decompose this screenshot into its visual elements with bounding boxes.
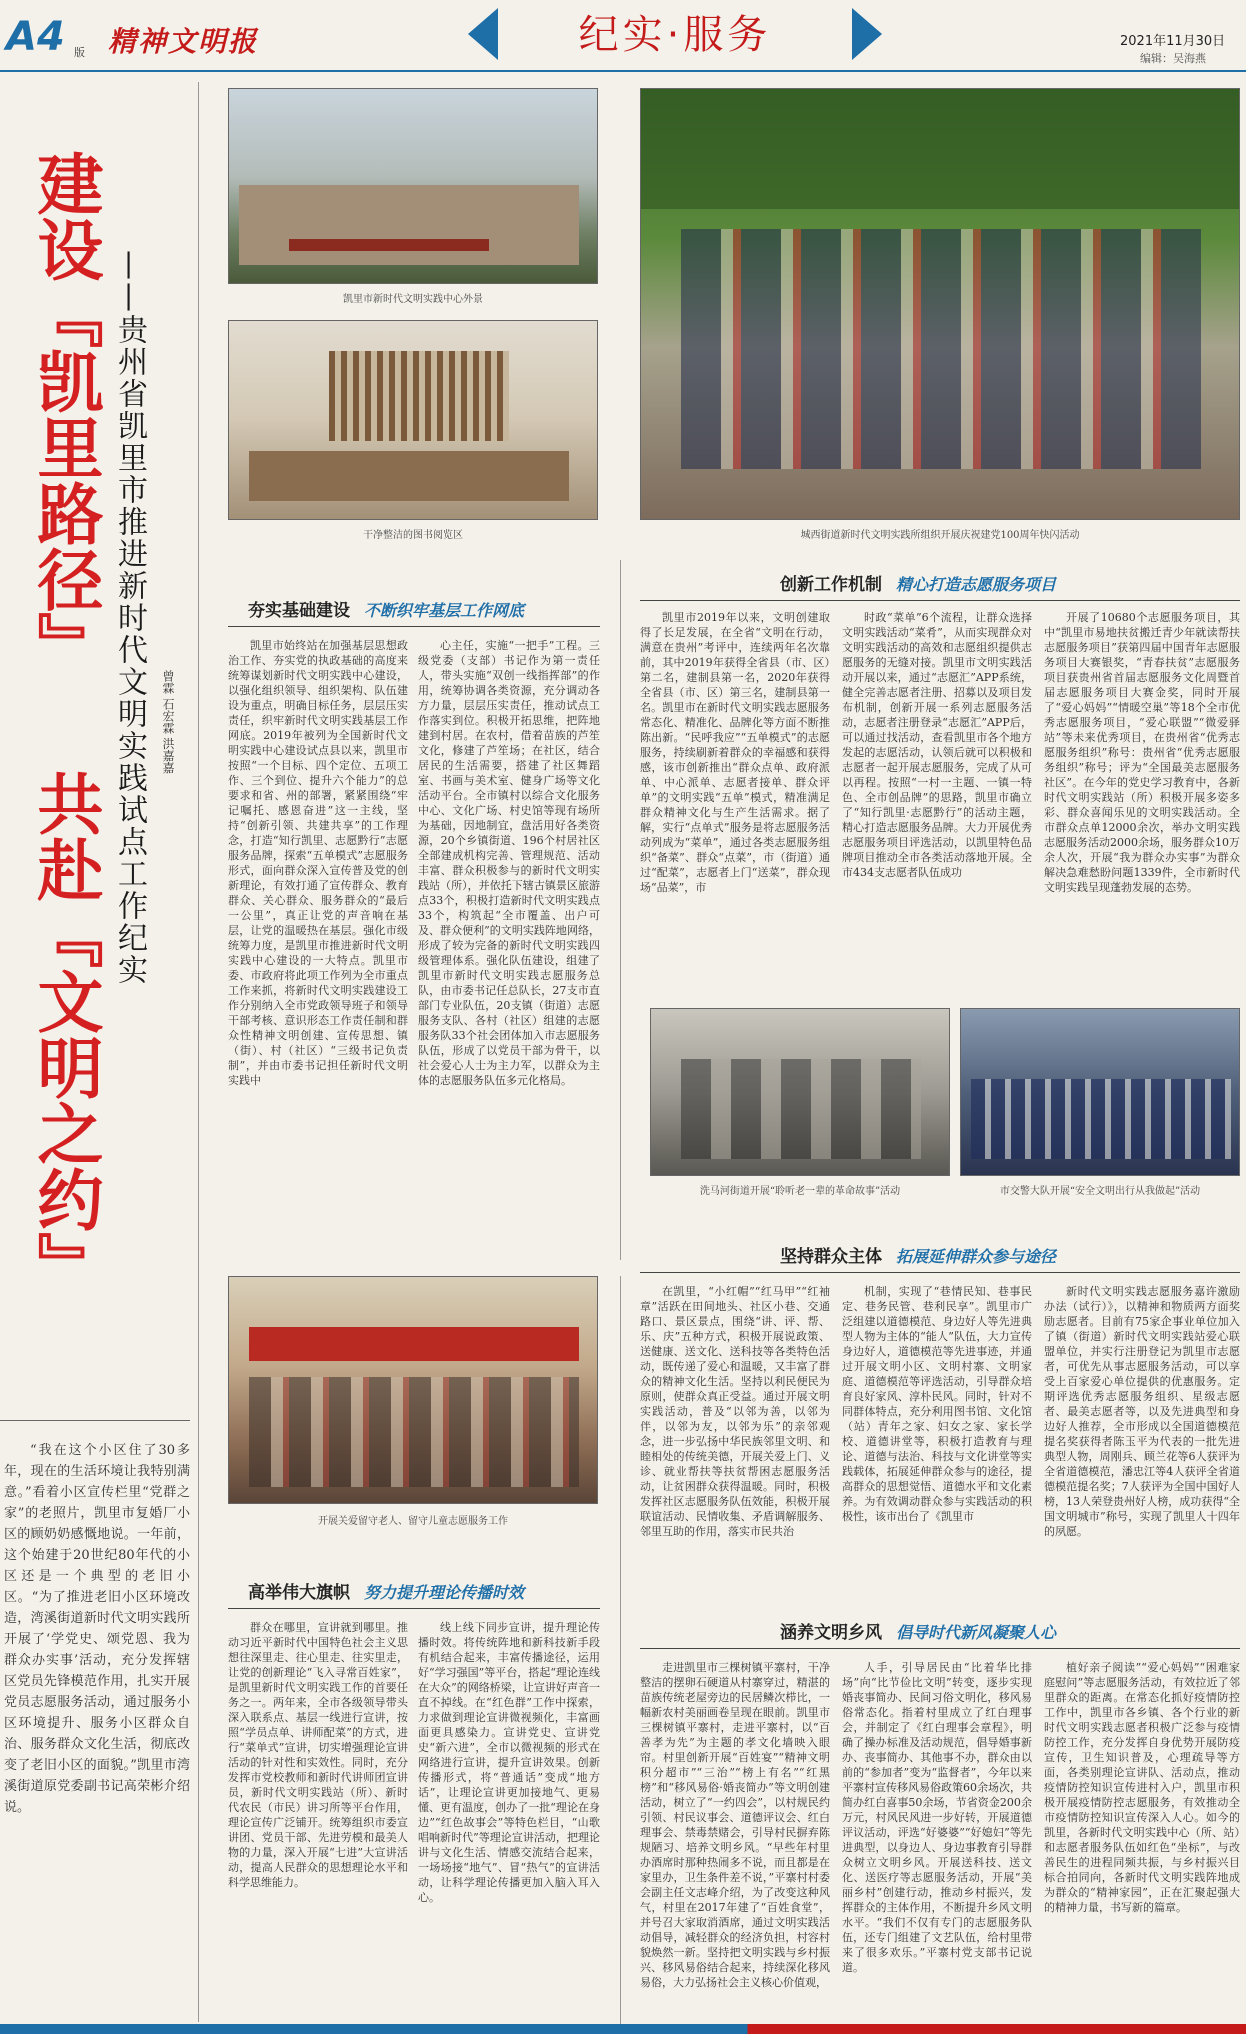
section-5-heading — [780, 1618, 1056, 1643]
section-5-col-2: 人手，引导居民由“比着华比排场”向“比节俭比文明”转变，逐步实现婚丧事简办、民间习俗文明化，移风易俗常态化。指着村里成立了红白理事会，并制定了《红白理事会章程》，明确了操办标准及活动规范，倡导婚事新办、丧事简办、其他事不办，群众由以前的“参加者”变为“监督者”，今年以来平寨村宣传移风易俗政策60余场次，共简办红白喜事50余场，节省资金200余万元，村风民风进一步好转，开展道德评议活动，评选“好婆婆”“好媳妇”等先进典型，以身边人、身边事教育引导群众树立文明乡风。开展送科技、送文化、送医疗等志愿服务活动，开展“美丽乡村”创建行动，推动乡村振兴，发挥群众的主体作用，不断提升乡风文明水平。“我们不仅有专门的志愿服务队伍，还专门组建了文艺队伍，给村里带来了很多欢乐。”平寨村党支部书记说道。 — [842, 1661, 1032, 1974]
section-2-rule — [640, 600, 1240, 601]
section-banner — [460, 0, 890, 70]
section-3-rule — [640, 1272, 1240, 1273]
banner-left-arrow-icon — [468, 8, 498, 60]
section-4-tagline: 努力提升理论传播时效 — [364, 1583, 525, 1602]
left-column-divider — [198, 82, 199, 2022]
section-2-heading — [780, 570, 1056, 595]
section-2-col-2: 时政“菜单”6个流程，让群众选择文明实践活动“菜肴”，从而实现群众对文明实践活动的高效和志愿组织提供志愿服务的无缝对接。凯里市文明实践活动开展以来，通过“志愿汇”APP系统，健全完善志愿者注册、招募以及项目发布机制，创新开展一系列志愿服务活动，志愿者注册登录“志愿汇”APP后，可以通过找活动，查看凯里市各个地方发起的志愿活动，认领后就可以积极和志愿者一起开展志愿服务，完成了从可以再程。按照“一村一主题、一镇一特色、全市创品牌”的思路，凯里市确立了“知行凯里·志愿黔行”的活动主题，精心打造志愿服务品牌。大力开展优秀志愿服务项目评选活动，以凯里特色品牌项目推动全市各类活动落地开展。全市434支志愿者队伍成功 — [842, 611, 1032, 879]
section-title: 纪实·服务 — [578, 12, 772, 58]
photo-flashmob — [640, 88, 1240, 520]
section-1-rule — [228, 626, 600, 627]
photo-left-behind-care — [228, 1276, 598, 1504]
side-story: “我在这个小区住了30多年，现在的生活环境让我特别满意。”看着小区宣传栏里“党群之家”的老照片，凯里市复婚厂小区的顾奶奶感慨地说。一年前，这个始建于20世纪80年代的小区还是一个典型的老旧小区。“为了推进老旧小区环境改造，湾溪街道新时代文明实践所开展了‘学党史、颂党恩、我为群众办实事’活动，充分发挥辖区党员先锋模范作用，扎实开展党员志愿服务活动，通过服务小区环境提升、服务小区群众自治、服务群众文化生活，彻底改变了老旧小区的面貌。”凯里市湾溪街道原党委副书记高荣彬介绍说。 — [4, 1443, 190, 1815]
section-1-tagline: 不断织牢基层工作网底 — [364, 601, 525, 620]
section-2-col-1: 凯里市2019年以来，文明创建取得了长足发展，在全省“文明在行动，满意在贵州”考评中，连续两年名次靠前，其中2019年获得全省县（市、区）第二名，建制县第一名，2020年获得全省县（市、区）第三名，建制县第一名。凯里市在新时代文明实践志愿服务常态化、精准化、品牌化等方面不断推陈出新。“民呼我应”“五单模式”的志愿服务，持续刷新着群众的幸福感和获得感，该市创新推出“群众点单、政府派单、中心派单、志愿者接单、群众评单”的文明实践“五单”模式，精准满足群众精神文化与生产生活需求。据了解，实行“点单式”服务是将志愿服务活动列成为“菜单”，通过各类志愿服务组织“备菜”、群众“点菜”，市（街道）通过“配菜”，志愿者上门“送菜”，群众现场“品菜”，市 — [640, 611, 830, 894]
paper-masthead: 精神文明报 — [108, 25, 259, 58]
bottom-color-bar — [0, 2024, 1246, 2034]
page-header — [0, 0, 1246, 70]
section-2-title: 创新工作机制 — [780, 575, 882, 595]
section-5-col-3: 植好亲子阅读”“爱心妈妈”“困难家庭慰问”等志愿服务活动，有效拉近了邻里群众的距离。在常态化抓好疫情防控工作中，凯里市各乡镇、各个行业的新时代文明实践志愿者积极广泛参与疫情防控工作，充分发挥自身优势开展防疫宣传，卫生知识普及，心理疏导等方面，各类别理论宣讲队、活动点，推动疫情防控知识宣传进村入户，凯里市积极开展疫情防控志愿服务，有效推动全市疫情防控知识宣传深入人心。如今的凯里，各新时代文明实践中心（所、站）和志愿者服务队伍如红色“坐标”，与改善民生的进程同频共振，与乡村振兴目标合拍同向，各新时代文明实践阵地成为群众的“精神家园”，正在汇聚起强大的精神力量，书写新的篇章。 — [1044, 1661, 1240, 1914]
section-1-col-2: 心主任，实施“一把手”工程。三级党委（支部）书记作为第一责任人，带头实施“双创一线指挥部”的作用，统筹协调各类资源，充分调动各方力量，层层压实责任，推动试点工作落实到位。积极开拓思维，把阵地建到村居。在农村，借着苗族的芦笙文化，修建了芦笙场；在社区，结合居民的生活需要，搭建了社区舞蹈室、书画与美术室、健身广场等文化活动平台。全市镇村以综合文化服务中心、文化广场、村史馆等现有场所为基础，因地制宜，盘活用好各类资源，20个乡镇街道、196个村居社区全部建成机构完善、管理规范、活动丰富、群众积极参与的新时代文明实践站（所），并依托下辖古镇景区旅游点33个，积极打造新时代文明实践点33个，构筑起“全市覆盖、出户可及、群众便利”的文明实践阵地网络，形成了较为完备的新时代文明实践四级管理体系。强化队伍建设，组建了凯里市新时代文明实践志愿服务总队，由市委书记任总队长，27支市直部门专业队伍，20支镇（街道）志愿服务支队、各村（社区）组建的志愿服务队33个社会团体加入市志愿服务队伍，形成了以党员干部为骨干，以社会爱心人士为主力军，以群众为主体的志愿服务队伍多元化格局。 — [418, 639, 600, 1087]
page-number: A4 — [6, 14, 65, 60]
feature-title-1: 建设『凯里路径』 — [26, 150, 103, 678]
section-3-col-2: 机制，实现了“巷情民知、巷事民定、巷务民管、巷利民享”。凯里市广泛组建以道德模范、身边好人等先进典型人物为主体的“能人”队伍，大力宣传身边好人，道德模范等先进事迹，并通过开展文明小区、文明村寨、文明家庭、道德模范等评选活动，引导群众培育良好家风、淳朴民风。同时，针对不同群体特点，充分利用图书馆、文化馆（站）青年之家、妇女之家、家长学校、道德讲堂等，积极打造教育与理论、道德与法治、科技与文化讲堂等实践载体，拓展延伸群众参与的途径，提高群众的思想觉悟、道德水平和文化素养。为有效调动群众参与实践活动的积极性，该市出台了《凯里市 — [842, 1285, 1032, 1523]
photo-left-behind-care-caption: 开展关爱留守老人、留守儿童志愿服务工作 — [318, 1516, 508, 1527]
section-3-col-3: 新时代文明实践志愿服务嘉许激励办法（试行）》，以精神和物质两方面奖励志愿者。目前有75家企事业单位加入了镇（街道）新时代文明实践站爱心联盟单位，并实行注册登记为凯里市志愿者，可优先从事志愿服务活动，可以享受上百家爱心单位提供的优惠服务。定期评选优秀志愿服务组织、星级志愿者、最美志愿者等，以及先进典型和身边好人推荐，全市形成以全国道德模范提名奖获得者陈玉平为代表的一批先进典型人物，周刚兵、顾兰花等6人获评为全省道德模范，潘忠江等4人获评全省道德模范提名奖；7人获评为全国中国好人榜，13人荣登贵州好人榜，成功获得“全国文明城市”称号，实现了凯里人十四年的夙愿。 — [1044, 1285, 1240, 1538]
section-2-tagline: 精心打造志愿服务项目 — [896, 575, 1057, 594]
photo-culture-center-caption: 凯里市新时代文明实践中心外景 — [343, 294, 483, 305]
header-rule — [0, 70, 1246, 72]
issue-date: 2021年11月30日 — [1120, 34, 1226, 49]
mid-column-divider — [620, 560, 621, 1260]
photo-revolution-stories — [650, 1008, 950, 1176]
photo-traffic-safety-caption: 市交警大队开展“安全文明出行从我做起”活动 — [999, 1186, 1201, 1197]
section-3-tagline: 拓展延伸群众参与途径 — [896, 1247, 1057, 1266]
edition-label: 版 — [74, 46, 85, 59]
section-5-rule — [640, 1648, 1240, 1649]
feature-byline: 曾霖 石宏霖 洪嘉嘉 — [161, 670, 175, 774]
photo-reading-room-caption: 干净整洁的图书阅览区 — [363, 530, 463, 541]
photo-revolution-stories-caption: 洗马河街道开展“聆听老一辈的革命故事”活动 — [699, 1186, 901, 1197]
section-4-heading — [248, 1578, 524, 1603]
section-4-col-2: 线上线下同步宣讲，提升理论传播时效。将传统阵地和新科技新手段有机结合起来，丰富传播途径，运用好“学习强国”等平台，搭起“理论连线在大众”的网络桥梁，让宣讲好声音一直不掉线。在“红色群”工作中探索，力求做到理论宣讲微视频化，丰富画面更具感染力。宣讲党史、宣讲党史“新六进”，全市以微视频的形式在网络进行宣讲，提升宣讲效果。创新传播形式，将“普通话”变成“地方话”，让理论宣讲更加接地气、更易懂、更有温度，创办了一批“理论在身边”“红色故事会”等特色栏目，“山歌唱响新时代”等理论宣讲活动，把理论讲与文化生活、情感交流结合起来，一场场接“地气”、冒“热气”的宣讲活动，让科学理论传播更加入脑入耳入心。 — [418, 1621, 600, 1904]
section-5-tagline: 倡导时代新风凝聚人心 — [896, 1623, 1057, 1642]
photo-traffic-safety — [960, 1008, 1240, 1176]
editor-credit: 编辑：吴海燕 — [1140, 52, 1206, 65]
section-3-title: 坚持群众主体 — [780, 1247, 882, 1267]
section-1-title: 夯实基础建设 — [248, 601, 350, 621]
side-story-rule — [0, 1420, 190, 1421]
photo-flashmob-caption: 城西街道新时代文明实践所组织开展庆祝建党100周年快闪活动 — [800, 530, 1080, 541]
banner-right-arrow-icon — [852, 8, 882, 60]
section-3-col-1: 在凯里，“小红帽”“红马甲”“红袖章”活跃在田间地头、社区小巷、交通路口、景区景点，围绕“讲、评、帮、乐、庆”五种方式，积极开展说政策、送健康、送文化、送科技等各类特色活动，既传递了爱心和温暖，又丰富了群众的精神文化生活。坚持以利民便民为原则，使群众真正受益。通过开展文明实践活动，普及“以邻为善，以邻为伴，以邻为友，以邻为乐”的亲邻观念，进一步弘扬中华民族邻里文明、和睦相处的传统美德，开展关爱上门、义诊、就业帮扶等扶贫帮困志愿服务活动，让贫困群众获得温暖。同时，积极发挥社区志愿服务队伍效能，积极开展联谊活动、民情收集、矛盾调解服务、邻里互助的作用，落实市民共治 — [640, 1285, 830, 1538]
feature-title-2: 共赴『文明之约』 — [26, 770, 103, 1298]
section-1-col-1: 凯里市始终站在加强基层思想政治工作、夯实党的执政基础的高度来统筹谋划新时代文明实践中心建设，以强化组织领导、组织架构、队伍建设为重点，明确目标任务，层层压实责任，织牢新时代文明实践基层工作网底。2019年被列为全国新时代文明实践中心建设试点县以来，凯里市按照“一个目标、四个定位、五项工作、三个到位、提升六个能力”的总要求和省、州的部署，紧紧围绕“牢记嘱托、感恩奋进”这一主线，坚持“创新引领、共建共享”的工作理念，打造“知行凯里、志愿黔行”志愿服务品牌，探索“五单模式”志愿服务形式，面向群众深入宣传普及党的创新理论，有效打通了宣传群众、教育群众、关心群众、服务群众的“最后一公里”，真正让党的声音响在基层，让党的温暖热在基层。强化市级统筹力度，是凯里市推进新时代文明实践中心建设的一大特点。凯里市委、市政府将此项工作列为全市重点工作来抓，将新时代文明实践建设工作分别纳入全市党政领导班子和领导干部考核、意识形态工作责任制和群众性精神文明创建、宣传思想、镇（街）、村（社区）“三级书记负责制”，并由市委书记担任新时代文明实践中 — [228, 639, 408, 1087]
section-4-rule — [228, 1608, 600, 1609]
feature-subtitle: ——贵州省凯里市推进新时代文明实践试点工作纪实 — [112, 250, 147, 986]
section-2-col-3: 开展了10680个志愿服务项目，其中“凯里市易地扶贫搬迁青少年就读帮扶志愿服务项目”获第四届中国青年志愿服务项目大赛银奖，“青春扶贫”志愿服务项目获贵州省首届志愿服务文化周暨首届志愿服务项目大赛金奖，同时开展了“爱心妈妈”“情暖空巢”等18个全市优秀志愿服务项目，“爱心联盟”“微爱驿站”等未来优秀项目，在贵州省“优秀志愿服务组织”称号：贵州省“优秀志愿服务组织”称号；评为“全国最美志愿服务社区”。在今年的党史学习教育中，各新时代文明实践站（所）积极开展多姿多彩、群众喜闻乐见的文明实践活动。全市群众点单12000余次，举办文明实践志愿服务活动2000余场，服务群众10万余人次，开展“我为群众办实事”为群众解决急难愁盼问题1339件，全市新时代文明实践呈现蓬勃发展的态势。 — [1044, 611, 1240, 894]
section-3-heading — [780, 1242, 1056, 1267]
lower-column-divider — [620, 1276, 621, 2026]
section-4-title: 高举伟大旗帜 — [248, 1583, 350, 1603]
section-5-col-1: 走进凯里市三棵树镇平寨村，干净整洁的摆卵石硬道从村寨穿过，精湛的苗族传统老屋旁边的民居鳞次栉比，一幅新农村美丽画卷呈现在眼前。凯里市三棵树镇平寨村，走进平寨村，以“百善孝为先”为主题的孝文化墙映入眼帘。村里创新开展“百姓宴”“精神文明积分超市”“三治”“榜上有名”“红黑榜”和“移风易俗·婚丧简办”等文明创建活动，树立了“一约四会”，以村规民约引领、村民议事会、道德评议会、红白理事会、禁毒禁赌会，引导村民摒弃陈规陋习、培养文明乡风。“早些年村里办酒席时那种热闹多不说，而且都是在家里办，卫生条件差不说，”平寨村村委会副主任文志峰介绍，为了改变这种风气，村里在2017年建了“百姓食堂”，并号召大家取消酒席，通过文明实践活动倡导，减轻群众的经济负担，村容村貌焕然一新。坚持把文明实践与乡村振兴、移风易俗结合起来，持续深化移风易俗，大力弘扬社会主义核心价值观， — [640, 1661, 830, 1989]
photo-culture-center — [228, 88, 598, 284]
photo-reading-room — [228, 320, 598, 520]
section-1-heading — [248, 596, 524, 621]
section-5-title: 涵养文明乡风 — [780, 1623, 882, 1643]
section-4-col-1: 群众在哪里，宣讲就到哪里。推动习近平新时代中国特色社会主义思想往深里走、往心里走、往实里走，让党的创新理论“飞入寻常百姓家”，是凯里新时代文明实践工作的首要任务之一。两年来，全市各级领导带头深入联系点、基层一线进行宣讲，按照“学员点单、讲师配菜”的方式，进行“菜单式”宣讲，切实增强理论宣讲活动的针对性和实效性。同时，充分发挥市党校教师和新时代讲师团宣讲员，新时代文明实践站（所）、新时代农民（市民）讲习所等平台作用，理论宣传广泛铺开。统筹组织市委宣讲团、党员干部、先进劳模和最美人物的力量，深入开展“七进”大宣讲活动，提高人民群众的思想理论水平和科学思维能力。 — [228, 1621, 408, 1889]
